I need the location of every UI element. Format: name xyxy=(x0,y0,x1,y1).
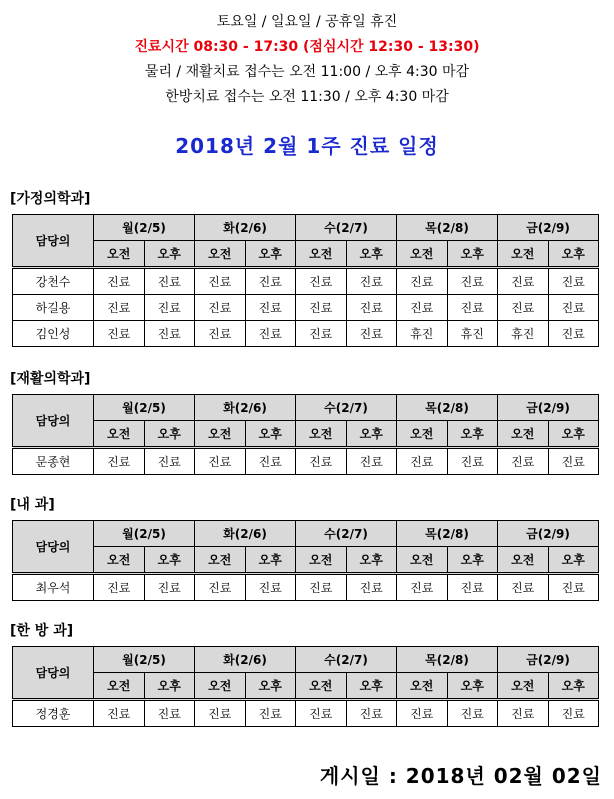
day-header: 목(2/8) xyxy=(397,647,498,673)
schedule-cell: 진료 xyxy=(245,321,296,347)
day-header: 수(2/7) xyxy=(296,395,397,421)
schedule-cell: 진료 xyxy=(498,700,549,727)
doctor-name: 정경훈 xyxy=(13,700,94,727)
afternoon-header: 오후 xyxy=(144,547,195,574)
schedule-cell: 진료 xyxy=(296,321,347,347)
morning-header: 오전 xyxy=(94,241,145,268)
schedule-cell: 진료 xyxy=(397,574,448,601)
schedule-cell: 휴진 xyxy=(397,321,448,347)
morning-header: 오전 xyxy=(397,547,448,574)
morning-header: 오전 xyxy=(296,241,347,268)
schedule-cell: 진료 xyxy=(498,574,549,601)
schedule-table xyxy=(12,646,599,727)
afternoon-header: 오후 xyxy=(548,241,599,268)
schedule-cell: 진료 xyxy=(94,574,145,601)
morning-header: 오전 xyxy=(498,673,549,700)
afternoon-header: 오후 xyxy=(245,547,296,574)
schedule-cell: 진료 xyxy=(94,448,145,475)
doctor-name: 김인성 xyxy=(13,321,94,347)
schedule-cell: 진료 xyxy=(195,295,246,321)
afternoon-header: 오후 xyxy=(447,421,498,448)
morning-header: 오전 xyxy=(94,547,145,574)
department-label: [가정의학과] xyxy=(10,191,91,207)
schedule-cell: 진료 xyxy=(346,295,397,321)
schedule-cell: 진료 xyxy=(296,448,347,475)
schedule-cell: 진료 xyxy=(397,448,448,475)
schedule-cell: 진료 xyxy=(195,321,246,347)
day-header: 월(2/5) xyxy=(94,395,195,421)
schedule-cell: 진료 xyxy=(447,448,498,475)
schedule-cell: 진료 xyxy=(195,700,246,727)
schedule-cell: 진료 xyxy=(548,448,599,475)
afternoon-header: 오후 xyxy=(447,673,498,700)
morning-header: 오전 xyxy=(296,421,347,448)
schedule-cell: 진료 xyxy=(296,700,347,727)
afternoon-header: 오후 xyxy=(548,547,599,574)
schedule-cell: 진료 xyxy=(94,321,145,347)
schedule-cell: 휴진 xyxy=(498,321,549,347)
day-header: 화(2/6) xyxy=(195,215,296,241)
schedule-cell: 진료 xyxy=(144,321,195,347)
afternoon-header: 오후 xyxy=(144,241,195,268)
morning-header: 오전 xyxy=(296,547,347,574)
schedule-cell: 진료 xyxy=(447,295,498,321)
afternoon-header: 오후 xyxy=(447,547,498,574)
day-header: 금(2/9) xyxy=(498,395,599,421)
day-header: 화(2/6) xyxy=(195,647,296,673)
morning-header: 오전 xyxy=(195,673,246,700)
schedule-cell: 진료 xyxy=(245,268,296,295)
morning-header: 오전 xyxy=(195,241,246,268)
afternoon-header: 오후 xyxy=(245,421,296,448)
doctor-column-header: 담당의 xyxy=(13,647,94,700)
day-header: 화(2/6) xyxy=(195,521,296,547)
table-row xyxy=(13,321,599,347)
table-row xyxy=(13,268,599,295)
afternoon-header: 오후 xyxy=(346,421,397,448)
schedule-cell: 진료 xyxy=(397,700,448,727)
morning-header: 오전 xyxy=(94,421,145,448)
morning-header: 오전 xyxy=(397,421,448,448)
day-header: 화(2/6) xyxy=(195,395,296,421)
schedule-cell: 진료 xyxy=(447,700,498,727)
day-header: 수(2/7) xyxy=(296,647,397,673)
schedule-cell: 진료 xyxy=(498,268,549,295)
doctor-name: 문종현 xyxy=(13,448,94,475)
schedule-cell: 진료 xyxy=(346,268,397,295)
schedule-cell: 진료 xyxy=(397,295,448,321)
doctor-column-header: 담당의 xyxy=(13,395,94,448)
schedule-cell: 진료 xyxy=(498,448,549,475)
afternoon-header: 오후 xyxy=(144,421,195,448)
morning-header: 오전 xyxy=(94,673,145,700)
schedule-cell: 진료 xyxy=(346,574,397,601)
day-header: 금(2/9) xyxy=(498,215,599,241)
morning-header: 오전 xyxy=(397,673,448,700)
afternoon-header: 오후 xyxy=(548,421,599,448)
table-row xyxy=(13,448,599,475)
schedule-cell: 진료 xyxy=(548,574,599,601)
day-header: 월(2/5) xyxy=(94,215,195,241)
schedule-cell: 진료 xyxy=(346,448,397,475)
schedule-cell: 진료 xyxy=(94,268,145,295)
schedule-cell: 진료 xyxy=(346,321,397,347)
morning-header: 오전 xyxy=(296,673,347,700)
afternoon-header: 오후 xyxy=(245,673,296,700)
schedule-cell: 진료 xyxy=(346,700,397,727)
day-header: 수(2/7) xyxy=(296,521,397,547)
day-header: 목(2/8) xyxy=(397,215,498,241)
morning-header: 오전 xyxy=(397,241,448,268)
morning-header: 오전 xyxy=(498,421,549,448)
afternoon-header: 오후 xyxy=(245,241,296,268)
schedule-table xyxy=(12,214,599,347)
department-label: [한 방 과] xyxy=(10,623,74,639)
day-header: 수(2/7) xyxy=(296,215,397,241)
schedule-cell: 진료 xyxy=(245,700,296,727)
afternoon-header: 오후 xyxy=(346,673,397,700)
table-row xyxy=(13,574,599,601)
schedule-cell: 진료 xyxy=(296,295,347,321)
schedule-cell: 진료 xyxy=(144,700,195,727)
schedule-cell: 진료 xyxy=(397,268,448,295)
department-label: [재활의학과] xyxy=(10,371,91,387)
closed-days-notice: 토요일 / 일요일 / 공휴일 휴진 xyxy=(216,14,398,30)
doctor-column-header: 담당의 xyxy=(13,521,94,574)
schedule-cell: 진료 xyxy=(245,448,296,475)
doctor-name: 최우석 xyxy=(13,574,94,601)
afternoon-header: 오후 xyxy=(346,241,397,268)
schedule-table xyxy=(12,394,599,475)
schedule-cell: 진료 xyxy=(548,295,599,321)
schedule-cell: 진료 xyxy=(144,295,195,321)
schedule-cell: 진료 xyxy=(195,574,246,601)
schedule-cell: 진료 xyxy=(447,268,498,295)
schedule-cell: 진료 xyxy=(548,268,599,295)
schedule-cell: 진료 xyxy=(94,700,145,727)
schedule-cell: 진료 xyxy=(144,268,195,295)
schedule-cell: 진료 xyxy=(144,574,195,601)
morning-header: 오전 xyxy=(195,547,246,574)
posted-date: 게시일 : 2018년 02월 02일 xyxy=(319,764,602,788)
schedule-cell: 진료 xyxy=(498,295,549,321)
day-header: 월(2/5) xyxy=(94,647,195,673)
doctor-name: 강천수 xyxy=(13,268,94,295)
schedule-cell: 진료 xyxy=(195,448,246,475)
doctor-column-header: 담당의 xyxy=(13,215,94,268)
table-row xyxy=(13,700,599,727)
schedule-cell: 진료 xyxy=(245,295,296,321)
day-header: 목(2/8) xyxy=(397,521,498,547)
schedule-cell: 진료 xyxy=(144,448,195,475)
doctor-name: 하길용 xyxy=(13,295,94,321)
afternoon-header: 오후 xyxy=(548,673,599,700)
schedule-cell: 휴진 xyxy=(447,321,498,347)
oriental-reception-notice: 한방치료 접수는 오전 11:30 / 오후 4:30 마감 xyxy=(165,89,449,105)
schedule-cell: 진료 xyxy=(447,574,498,601)
schedule-cell: 진료 xyxy=(296,574,347,601)
day-header: 금(2/9) xyxy=(498,647,599,673)
day-header: 목(2/8) xyxy=(397,395,498,421)
schedule-table xyxy=(12,520,599,601)
schedule-cell: 진료 xyxy=(548,700,599,727)
department-label: [내 과] xyxy=(10,497,55,513)
schedule-cell: 진료 xyxy=(296,268,347,295)
afternoon-header: 오후 xyxy=(447,241,498,268)
schedule-cell: 진료 xyxy=(245,574,296,601)
page-title: 2018년 2월 1주 진료 일정 xyxy=(175,134,439,158)
day-header: 월(2/5) xyxy=(94,521,195,547)
morning-header: 오전 xyxy=(498,547,549,574)
afternoon-header: 오후 xyxy=(144,673,195,700)
morning-header: 오전 xyxy=(195,421,246,448)
rehab-reception-notice: 물리 / 재활치료 접수는 오전 11:00 / 오후 4:30 마감 xyxy=(144,64,470,80)
table-row xyxy=(13,295,599,321)
day-header: 금(2/9) xyxy=(498,521,599,547)
morning-header: 오전 xyxy=(498,241,549,268)
schedule-cell: 진료 xyxy=(195,268,246,295)
afternoon-header: 오후 xyxy=(346,547,397,574)
schedule-cell: 진료 xyxy=(548,321,599,347)
clinic-hours-notice: 진료시간 08:30 - 17:30 (점심시간 12:30 - 13:30) xyxy=(134,39,480,55)
schedule-cell: 진료 xyxy=(94,295,145,321)
